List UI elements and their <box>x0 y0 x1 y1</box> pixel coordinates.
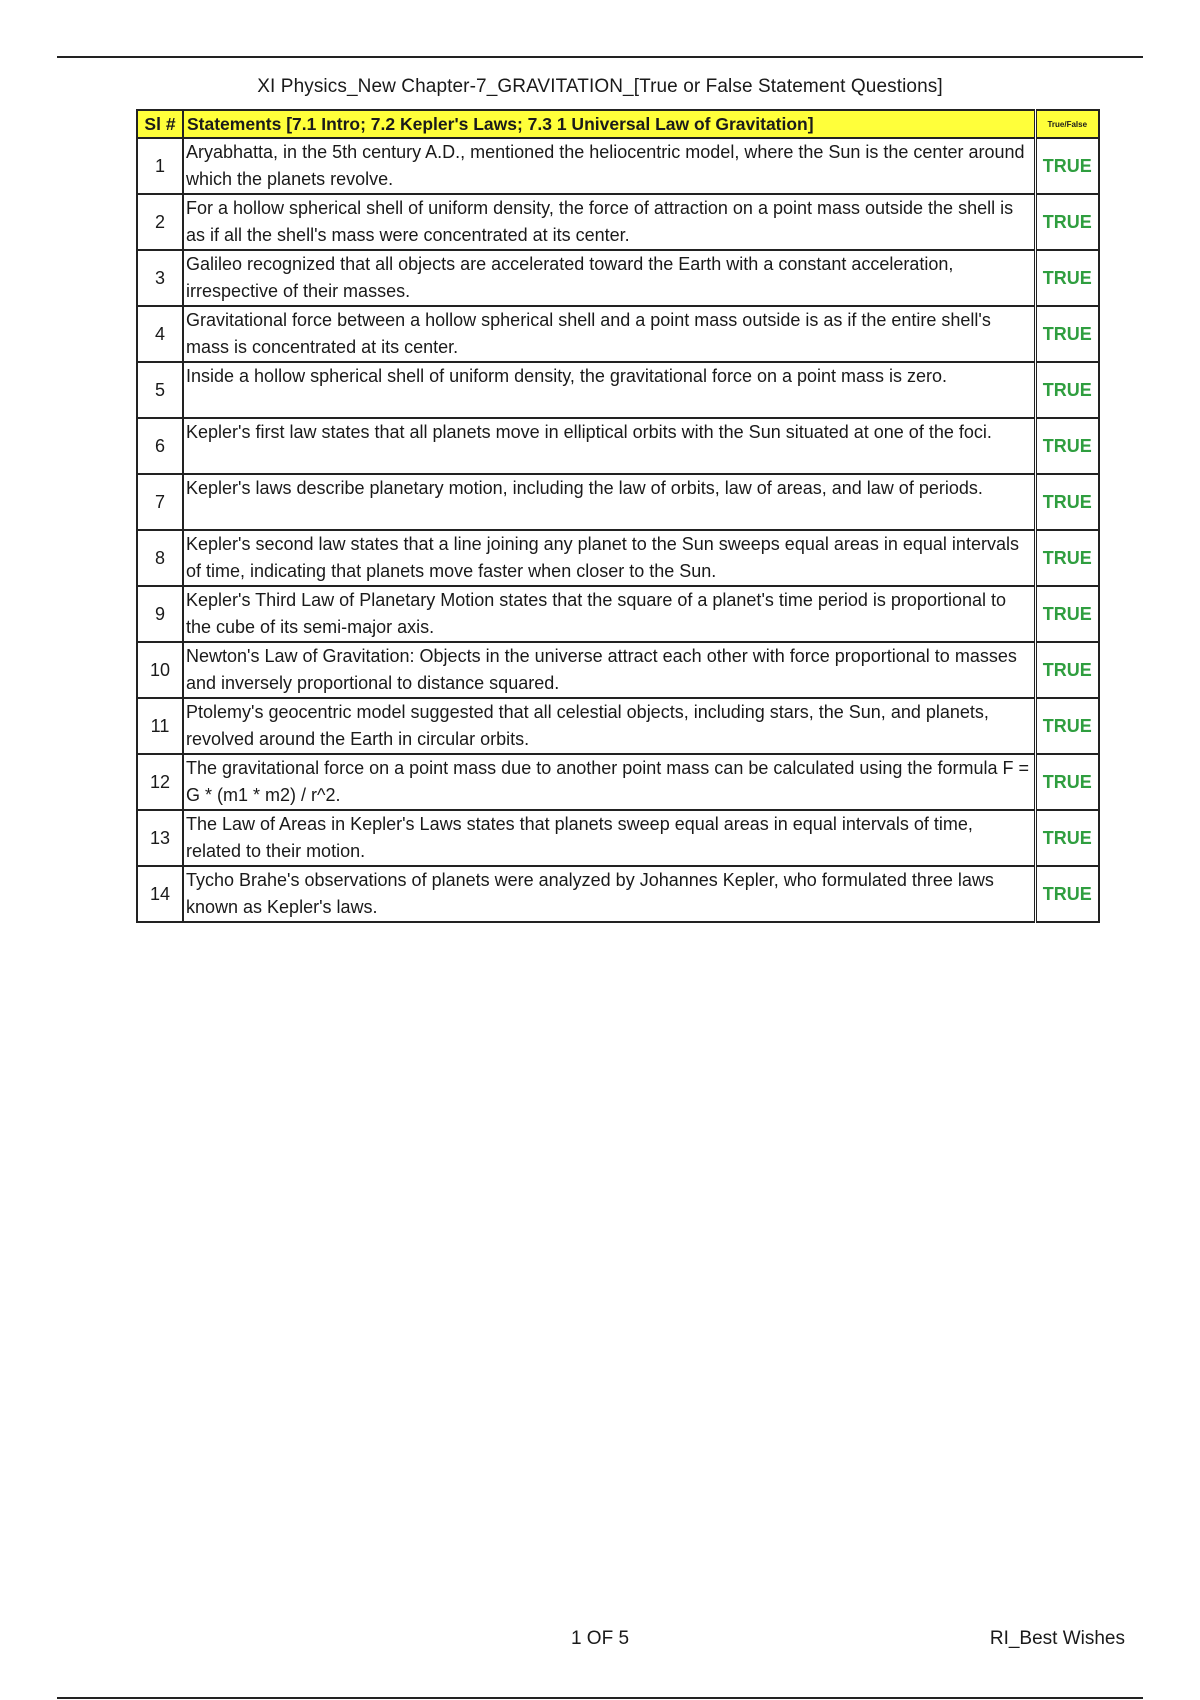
row-answer: TRUE <box>1035 306 1099 362</box>
row-answer: TRUE <box>1035 866 1099 922</box>
table-row <box>137 866 1099 922</box>
row-sl-number: 4 <box>137 306 183 362</box>
row-statement: For a hollow spherical shell of uniform density, the force of attraction on a point mass outside the shell is as if all the shell's mass were concentrated at its center. <box>183 194 1035 250</box>
row-sl-number: 6 <box>137 418 183 474</box>
bottom-rule <box>57 1697 1143 1699</box>
table-row <box>137 530 1099 586</box>
row-sl-number: 1 <box>137 138 183 194</box>
table-row <box>137 138 1099 194</box>
row-answer: TRUE <box>1035 698 1099 754</box>
row-sl-number: 11 <box>137 698 183 754</box>
header-sl: Sl # <box>137 110 183 138</box>
row-answer: TRUE <box>1035 138 1099 194</box>
row-statement: Ptolemy's geocentric model suggested that all celestial objects, including stars, the Sun, and planets, revolved around the Earth in circular orbits. <box>183 698 1035 754</box>
row-statement: The gravitational force on a point mass due to another point mass can be calculated using the formula F = G * (m1 * m2) / r^2. <box>183 754 1035 810</box>
row-statement: Newton's Law of Gravitation: Objects in the universe attract each other with force proportional to masses and inversely proportional to distance squared. <box>183 642 1035 698</box>
row-sl-number: 2 <box>137 194 183 250</box>
table-row <box>137 362 1099 418</box>
header-statements: Statements [7.1 Intro; 7.2 Kepler's Laws; 7.3 1 Universal Law of Gravitation] <box>183 110 1035 138</box>
top-rule <box>57 56 1143 58</box>
row-statement: Galileo recognized that all objects are accelerated toward the Earth with a constant acceleration, irrespective of their masses. <box>183 250 1035 306</box>
table-row <box>137 754 1099 810</box>
row-answer: TRUE <box>1035 530 1099 586</box>
row-answer: TRUE <box>1035 754 1099 810</box>
table-header-row <box>137 110 1099 138</box>
row-sl-number: 10 <box>137 642 183 698</box>
row-sl-number: 5 <box>137 362 183 418</box>
document-title: XI Physics_New Chapter-7_GRAVITATION_[True or False Statement Questions] <box>257 76 943 97</box>
row-sl-number: 3 <box>137 250 183 306</box>
row-answer: TRUE <box>1035 810 1099 866</box>
row-statement: Kepler's laws describe planetary motion, including the law of orbits, law of areas, and law of periods. <box>183 474 1035 530</box>
true-false-table <box>136 109 1100 923</box>
table-row <box>137 810 1099 866</box>
row-answer: TRUE <box>1035 418 1099 474</box>
table-row <box>137 642 1099 698</box>
row-answer: TRUE <box>1035 586 1099 642</box>
footer-signature: RI_Best Wishes <box>989 1628 1125 1649</box>
row-statement: Aryabhatta, in the 5th century A.D., mentioned the heliocentric model, where the Sun is the center around which the planets revolve. <box>183 138 1035 194</box>
row-sl-number: 14 <box>137 866 183 922</box>
table-row <box>137 474 1099 530</box>
row-answer: TRUE <box>1035 250 1099 306</box>
table-row <box>137 586 1099 642</box>
row-answer: TRUE <box>1035 642 1099 698</box>
table-row <box>137 418 1099 474</box>
row-answer: TRUE <box>1035 194 1099 250</box>
row-statement: The Law of Areas in Kepler's Laws states that planets sweep equal areas in equal intervals of time, related to their motion. <box>183 810 1035 866</box>
row-sl-number: 12 <box>137 754 183 810</box>
row-sl-number: 8 <box>137 530 183 586</box>
row-answer: TRUE <box>1035 474 1099 530</box>
page-number: 1 OF 5 <box>570 1628 630 1649</box>
row-sl-number: 13 <box>137 810 183 866</box>
table-row <box>137 194 1099 250</box>
table-row <box>137 306 1099 362</box>
table-body <box>137 138 1099 922</box>
row-statement: Inside a hollow spherical shell of uniform density, the gravitational force on a point mass is zero. <box>183 362 1035 418</box>
table-row <box>137 250 1099 306</box>
header-true-false: True/False <box>1035 110 1099 138</box>
row-statement: Kepler's first law states that all planets move in elliptical orbits with the Sun situated at one of the foci. <box>183 418 1035 474</box>
row-statement: Tycho Brahe's observations of planets were analyzed by Johannes Kepler, who formulated three laws known as Kepler's laws. <box>183 866 1035 922</box>
row-statement: Kepler's second law states that a line joining any planet to the Sun sweeps equal areas in equal intervals of time, indicating that planets move faster when closer to the Sun. <box>183 530 1035 586</box>
row-sl-number: 7 <box>137 474 183 530</box>
row-answer: TRUE <box>1035 362 1099 418</box>
row-sl-number: 9 <box>137 586 183 642</box>
table-row <box>137 698 1099 754</box>
row-statement: Kepler's Third Law of Planetary Motion states that the square of a planet's time period is proportional to the cube of its semi-major axis. <box>183 586 1035 642</box>
row-statement: Gravitational force between a hollow spherical shell and a point mass outside is as if the entire shell's mass is concentrated at its center. <box>183 306 1035 362</box>
